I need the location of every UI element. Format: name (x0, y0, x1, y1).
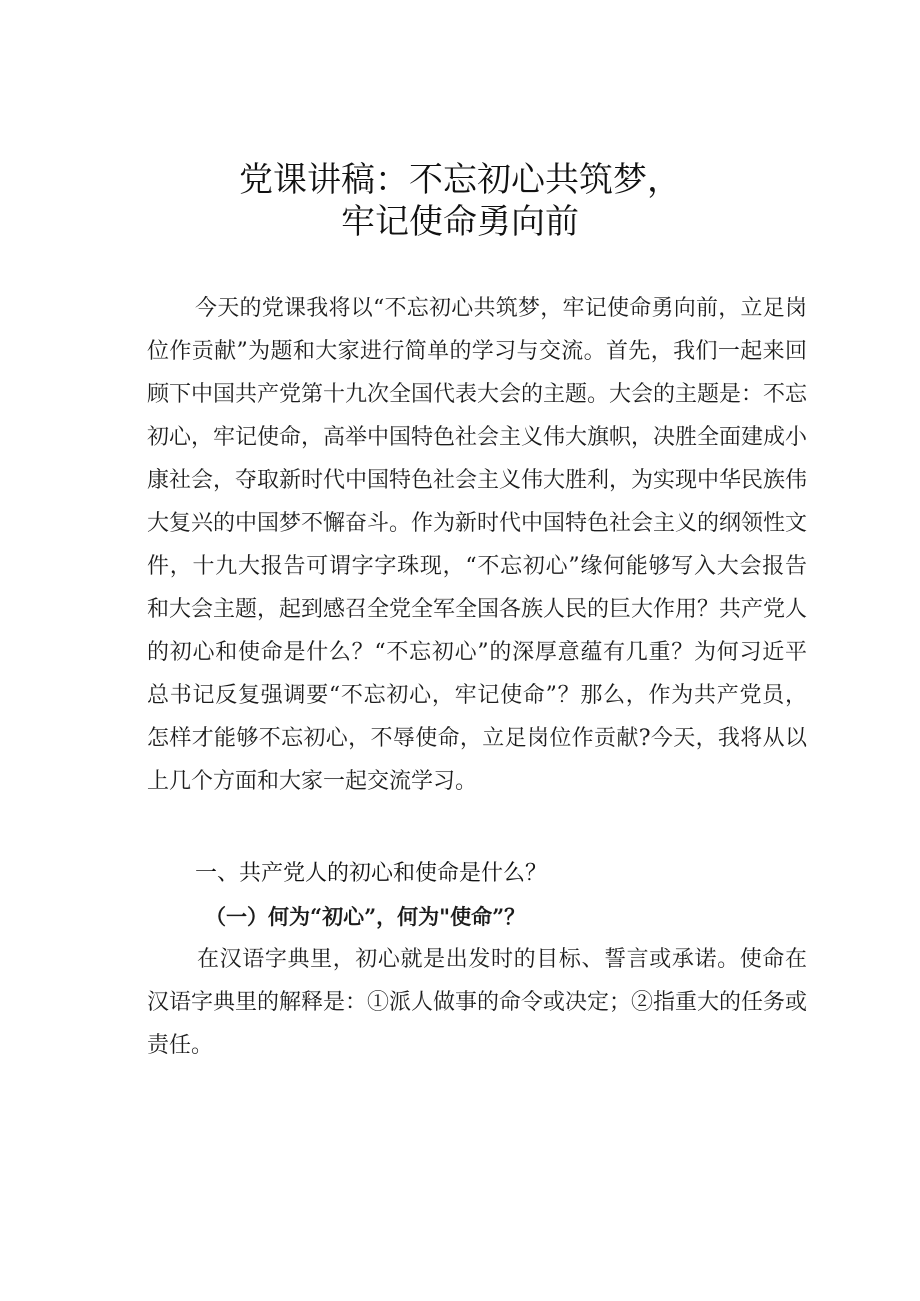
subsection-1-paragraph: 在汉语字典里，初心就是出发时的目标、誓言或承诺。使命在汉语字典里的解释是：①派人做事的命令或决定；②指重大的任务或责任。 (147, 947, 808, 1058)
document-title-line-1: 党课讲稿：不忘初心共筑梦， (239, 160, 681, 200)
document-title-line-2: 牢记使命勇向前 (341, 202, 579, 242)
intro-paragraph: 今天的党课我将以“不忘初心共筑梦，牢记使命勇向前，立足岗位作贡献”为题和大家进行简单的学习与交流。首先，我们一起来回顾下中国共产党第十九次全国代表大会的主题。大会的主题是：不忘初心，牢记使命，高举中国特色社会主义伟大旗帜，决胜全面建成小康社会，夺取新时代中国特色社会主义伟大胜利，为实现中华民族伟大复兴的中国梦不懈奋斗。作为新时代中国特色社会主义的纲领性文件，十九大报告可谓字字珠现，“不忘初心”缘何能够写入大会报告和大会主题，起到感召全党全军全国各族人民的巨大作用？共产党人的初心和使命是什么？“不忘初心”的深厚意蕴有几重？为何习近平总书记反复强调要“不忘初心，牢记使命”？那么，作为共产党员，怎样才能够不忘初心，不辱使命，立足岗位作贡献?今天，我将从以上几个方面和大家一起交流学习。 (147, 296, 808, 794)
subsection-1-heading: （一）何为“初心”，何为"使命”？ (205, 904, 526, 929)
section-1-heading: 一、共产党人的初心和使命是什么？ (195, 861, 548, 886)
